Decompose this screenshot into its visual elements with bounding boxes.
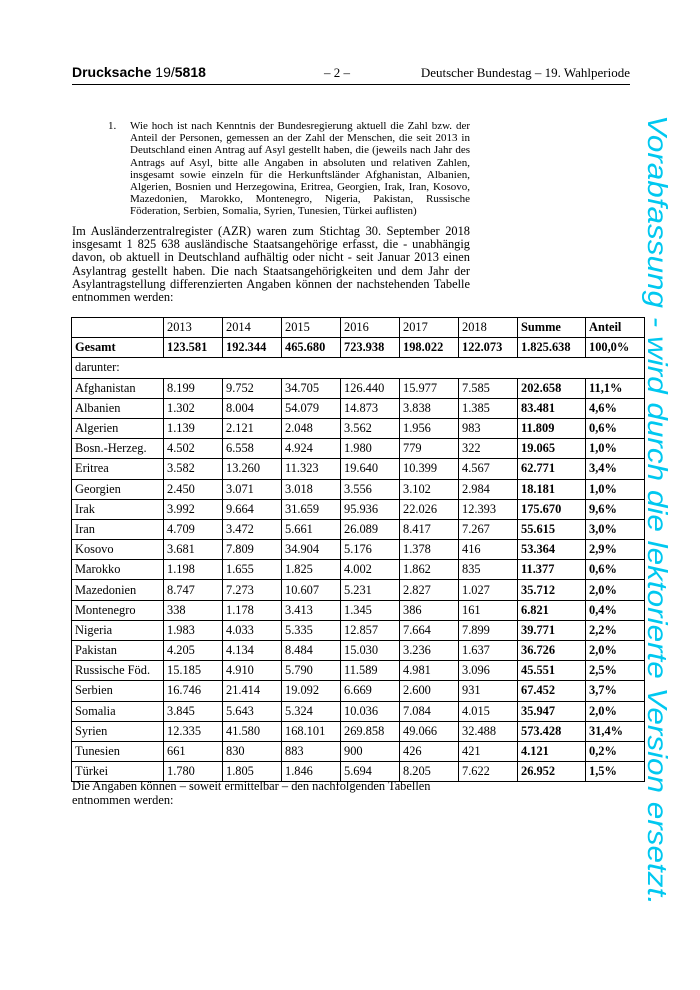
table-row-cell: 7.084	[400, 701, 459, 721]
table-row	[72, 398, 645, 418]
institution-label: Deutscher Bundestag – 19. Wahlperiode	[420, 65, 630, 80]
table-row-cell: 4.924	[282, 439, 341, 459]
table-row-cell: 2.450	[164, 479, 223, 499]
table-row	[72, 600, 645, 620]
table-row	[72, 439, 645, 459]
table-row-cell: Syrien	[72, 721, 164, 741]
total-row-cell: Gesamt	[72, 338, 164, 358]
table-row-cell: 15.977	[400, 378, 459, 398]
table-row-cell: 3.018	[282, 479, 341, 499]
table-row-cell: Algerien	[72, 418, 164, 438]
table-row-cell: Georgien	[72, 479, 164, 499]
table-row-cell: Nigeria	[72, 620, 164, 640]
table-row-cell: 5.324	[282, 701, 341, 721]
table-row-cell: Marokko	[72, 560, 164, 580]
table-row-cell: 5.643	[223, 701, 282, 721]
table-row-cell: 269.858	[341, 721, 400, 741]
table-row-cell: 9.664	[223, 499, 282, 519]
table-row-cell: 11.809	[518, 418, 586, 438]
answer-paragraph: Im Ausländerzentralregister (AZR) waren zum Stichtag 30. September 2018 insgesamt 1 825 638 ausländische Staatsangehörige erfasst, die - unabhängig davon, ob aktuell in Deutschland aufhältig oder nicht - seit Januar 2013 einen Asylantrag gestellt haben. Die nach Staatsangehörigkeiten und dem Jahr der Asylantragstellung differenzierten Angaben können der nachstehenden Tabelle entnommen werden:	[72, 224, 470, 305]
draft-watermark	[640, 110, 684, 910]
table-row-cell: 1.825	[282, 560, 341, 580]
table-row-cell: 8.004	[223, 398, 282, 418]
table-row-cell: 6.669	[341, 681, 400, 701]
table-row-cell: Mazedonien	[72, 580, 164, 600]
table-row-cell: 19.065	[518, 439, 586, 459]
document-number	[72, 64, 206, 80]
table-row-cell: 3.413	[282, 600, 341, 620]
table-row-cell: 49.066	[400, 721, 459, 741]
table-row-cell: Eritrea	[72, 459, 164, 479]
table-row-cell: 1,0%	[586, 479, 645, 499]
table-row-cell: 4.121	[518, 741, 586, 761]
table-row-cell: 1.378	[400, 540, 459, 560]
table-row-cell: 1.983	[164, 620, 223, 640]
table-row	[72, 641, 645, 661]
doc-label: Drucksache	[72, 64, 152, 80]
table-row-cell: 8.484	[282, 641, 341, 661]
table-row-cell: 26.952	[518, 762, 586, 782]
table-row-cell: Iran	[72, 519, 164, 539]
table-row-cell: 3.556	[341, 479, 400, 499]
table-row-cell: 4.567	[459, 459, 518, 479]
table-row-cell: 2,0%	[586, 580, 645, 600]
table-row-cell: 338	[164, 600, 223, 620]
header-row-cell: 2017	[400, 318, 459, 338]
table-row-cell: 7.899	[459, 620, 518, 640]
table-row-cell: Somalia	[72, 701, 164, 721]
table-row-cell: 7.622	[459, 762, 518, 782]
table-row-cell: 426	[400, 741, 459, 761]
table-row-cell: 830	[223, 741, 282, 761]
table-row-cell: 10.607	[282, 580, 341, 600]
table-row-cell: 18.181	[518, 479, 586, 499]
table-row-cell: 11.377	[518, 560, 586, 580]
table-row-cell: 983	[459, 418, 518, 438]
table-row-cell: 3.562	[341, 418, 400, 438]
table-row-cell: Russische Föd.	[72, 661, 164, 681]
table-row-cell: 5.790	[282, 661, 341, 681]
total-row-cell: 465.680	[282, 338, 341, 358]
table-row-cell: 19.640	[341, 459, 400, 479]
table-row	[72, 701, 645, 721]
table-row-cell: 34.904	[282, 540, 341, 560]
header-row-cell: 2013	[164, 318, 223, 338]
table-row-cell: 1.027	[459, 580, 518, 600]
table-row-cell: Irak	[72, 499, 164, 519]
page-header	[72, 64, 630, 82]
table-row-cell: 39.771	[518, 620, 586, 640]
table-row-cell: 3.236	[400, 641, 459, 661]
table-row-cell: 5.231	[341, 580, 400, 600]
table-row-cell: 1.780	[164, 762, 223, 782]
table-row-cell: 2,0%	[586, 641, 645, 661]
table-row-cell: 15.185	[164, 661, 223, 681]
table-row-cell: 35.947	[518, 701, 586, 721]
table-row-cell: 386	[400, 600, 459, 620]
table-row-cell: Bosn.-Herzeg.	[72, 439, 164, 459]
table-row	[72, 540, 645, 560]
table-row-cell: 26.089	[341, 519, 400, 539]
table-row-cell: 55.615	[518, 519, 586, 539]
subheader-row	[72, 358, 645, 378]
table-row-cell: 416	[459, 540, 518, 560]
table-row-cell: 3.096	[459, 661, 518, 681]
total-row-cell: 100,0%	[586, 338, 645, 358]
table-row-cell: 931	[459, 681, 518, 701]
table-row-cell: Tunesien	[72, 741, 164, 761]
table-row-cell: 4.981	[400, 661, 459, 681]
table-row-cell: 2.827	[400, 580, 459, 600]
table-row-cell: 3.102	[400, 479, 459, 499]
table-row-cell: 67.452	[518, 681, 586, 701]
table-row-cell: 31,4%	[586, 721, 645, 741]
table-row-cell: 95.936	[341, 499, 400, 519]
table-row	[72, 681, 645, 701]
table-row	[72, 741, 645, 761]
table-row-cell: 900	[341, 741, 400, 761]
table-row-cell: 7.664	[400, 620, 459, 640]
doc-number-prefix: 19/	[155, 64, 175, 80]
total-row-cell: 122.073	[459, 338, 518, 358]
table-row-cell: 14.873	[341, 398, 400, 418]
table-row-cell: 1.805	[223, 762, 282, 782]
table-row-cell: 1.345	[341, 600, 400, 620]
table-row-cell: 7.585	[459, 378, 518, 398]
table-row-cell: 2,5%	[586, 661, 645, 681]
total-row	[72, 338, 645, 358]
table-row-cell: 19.092	[282, 681, 341, 701]
table-row-cell: 1.980	[341, 439, 400, 459]
table-row-cell: 3.838	[400, 398, 459, 418]
table-row-cell: 22.026	[400, 499, 459, 519]
table-row-cell: Kosovo	[72, 540, 164, 560]
table-row-cell: 3,4%	[586, 459, 645, 479]
table-row-cell: 12.335	[164, 721, 223, 741]
table-row	[72, 519, 645, 539]
table-row-cell: 3.582	[164, 459, 223, 479]
question-number: 1.	[108, 120, 117, 132]
table-row-cell: 54.079	[282, 398, 341, 418]
table-row-cell: 16.746	[164, 681, 223, 701]
table-row	[72, 378, 645, 398]
table-row	[72, 459, 645, 479]
table-row-cell: 161	[459, 600, 518, 620]
table-row-cell: 7.273	[223, 580, 282, 600]
total-row-cell: 723.938	[341, 338, 400, 358]
table-row-cell: 1,0%	[586, 439, 645, 459]
header-row-cell	[72, 318, 164, 338]
table-row-cell: 2,2%	[586, 620, 645, 640]
question-block	[108, 120, 470, 218]
table-row-cell: 5.694	[341, 762, 400, 782]
table-row-cell: 34.705	[282, 378, 341, 398]
table-row-cell: 31.659	[282, 499, 341, 519]
table-row-cell: 1.846	[282, 762, 341, 782]
header-rule	[72, 84, 630, 85]
table-row-cell: 11.589	[341, 661, 400, 681]
subheader-cell: darunter:	[72, 358, 645, 378]
table-row-cell: 0,6%	[586, 418, 645, 438]
table-row-cell: 3.681	[164, 540, 223, 560]
table-row-cell: 5.335	[282, 620, 341, 640]
table-row-cell: Afghanistan	[72, 378, 164, 398]
question-text: Wie hoch ist nach Kenntnis der Bundesregierung aktuell die Zahl bzw. der Anteil der Personen, gemessen an der Zahl der Menschen, die seit 2013 in Deutschland einen Antrag auf Asyl gestellt haben, die (jeweils nach Jahr des Antrags auf Asyl, bitte alle Angaben in absoluten und relativen Zahlen, insgesamt sowie einzeln für die Herkunftsländer Afghanistan, Albanien, Algerien, Bosnien und Herzegowina, Eritrea, Georgien, Irak, Iran, Kosovo, Mazedonien, Marokko, Montenegro, Nigeria, Pakistan, Russische Föderation, Serbien, Somalia, Syrien, Tunesien, Türkei auflisten)	[130, 120, 470, 218]
table-row-cell: 4.002	[341, 560, 400, 580]
table-row-cell: 2.984	[459, 479, 518, 499]
table-row-cell: 9,6%	[586, 499, 645, 519]
total-row-cell: 123.581	[164, 338, 223, 358]
header-row-cell: 2014	[223, 318, 282, 338]
table-row-cell: 8.417	[400, 519, 459, 539]
table-row	[72, 560, 645, 580]
header-row-cell: 2018	[459, 318, 518, 338]
table-row-cell: 21.414	[223, 681, 282, 701]
table-row-cell: 12.857	[341, 620, 400, 640]
table-row-cell: 168.101	[282, 721, 341, 741]
table-row-cell: 4,6%	[586, 398, 645, 418]
table-row-cell: Albanien	[72, 398, 164, 418]
table-row-cell: 2,9%	[586, 540, 645, 560]
total-row-cell: 1.825.638	[518, 338, 586, 358]
table-row-cell: 45.551	[518, 661, 586, 681]
table-row-cell: 0,6%	[586, 560, 645, 580]
total-row-cell: 192.344	[223, 338, 282, 358]
footer-paragraph: Die Angaben können – soweit ermittelbar – den nachfolgenden Tabellen entnommen werden:	[72, 779, 431, 807]
table-row	[72, 418, 645, 438]
table-row	[72, 620, 645, 640]
watermark-svg	[640, 110, 684, 910]
table-row-cell: 202.658	[518, 378, 586, 398]
table-row-cell: Montenegro	[72, 600, 164, 620]
table-row-cell: 32.488	[459, 721, 518, 741]
table-row-cell: 9.752	[223, 378, 282, 398]
table-row-cell: 6.558	[223, 439, 282, 459]
table-row-cell: 2,0%	[586, 701, 645, 721]
table-row	[72, 721, 645, 741]
table-row	[72, 580, 645, 600]
table-row-cell: 3.992	[164, 499, 223, 519]
doc-number-bold: 5818	[174, 64, 206, 80]
table-row-cell: 8.747	[164, 580, 223, 600]
table-row-cell: 883	[282, 741, 341, 761]
header-row	[72, 318, 645, 338]
table-row-cell: 0,2%	[586, 741, 645, 761]
table-row-cell: 1.385	[459, 398, 518, 418]
table-row-cell: 62.771	[518, 459, 586, 479]
table-row	[72, 479, 645, 499]
table-row-cell: 4.033	[223, 620, 282, 640]
table-row-cell: 4.134	[223, 641, 282, 661]
table-row-cell: Pakistan	[72, 641, 164, 661]
table-row-cell: 8.205	[400, 762, 459, 782]
table-row-cell: 2.600	[400, 681, 459, 701]
table-row-cell: 1.862	[400, 560, 459, 580]
table-row-cell: 0,4%	[586, 600, 645, 620]
header-row-cell: 2015	[282, 318, 341, 338]
table-row-cell: 1.637	[459, 641, 518, 661]
table-row-cell: 4.709	[164, 519, 223, 539]
table-row-cell: 126.440	[341, 378, 400, 398]
table-row-cell: 3.071	[223, 479, 282, 499]
table-row-cell: Türkei	[72, 762, 164, 782]
table-row-cell: 3.845	[164, 701, 223, 721]
table-row-cell: 1.302	[164, 398, 223, 418]
table-row-cell: 5.176	[341, 540, 400, 560]
table-row-cell: 4.015	[459, 701, 518, 721]
header-row-cell: Anteil	[586, 318, 645, 338]
table-row-cell: 36.726	[518, 641, 586, 661]
table-row-cell: 83.481	[518, 398, 586, 418]
table-row	[72, 499, 645, 519]
table-row-cell: 2.121	[223, 418, 282, 438]
asylum-table	[71, 317, 645, 782]
table-row-cell: 15.030	[341, 641, 400, 661]
watermark-text: Vorabfassung - wird durch die lektorierte Version ersetzt.	[642, 115, 673, 806]
table-row-cell: 835	[459, 560, 518, 580]
table-row-cell: 573.428	[518, 721, 586, 741]
table-row-cell: 4.205	[164, 641, 223, 661]
table-row-cell: 4.502	[164, 439, 223, 459]
table-row-cell: 1.198	[164, 560, 223, 580]
table-row-cell: 53.364	[518, 540, 586, 560]
header-row-cell: Summe	[518, 318, 586, 338]
table-row-cell: 779	[400, 439, 459, 459]
table-row-cell: 11.323	[282, 459, 341, 479]
table-row-cell: 11,1%	[586, 378, 645, 398]
table-row-cell: 3.472	[223, 519, 282, 539]
table-row-cell: 1.655	[223, 560, 282, 580]
table-row-cell: 661	[164, 741, 223, 761]
table-row-cell: 5.661	[282, 519, 341, 539]
table-row-cell: 2.048	[282, 418, 341, 438]
total-row-cell: 198.022	[400, 338, 459, 358]
table-row-cell: 1.178	[223, 600, 282, 620]
table-row-cell: 175.670	[518, 499, 586, 519]
table-row-cell: 10.399	[400, 459, 459, 479]
table-row-cell: 8.199	[164, 378, 223, 398]
table-row-cell: 12.393	[459, 499, 518, 519]
table-row-cell: 13.260	[223, 459, 282, 479]
table-row	[72, 661, 645, 681]
table-row-cell: 1.139	[164, 418, 223, 438]
table-row-cell: 4.910	[223, 661, 282, 681]
table-row-cell: 41.580	[223, 721, 282, 741]
page-number: – 2 –	[324, 65, 350, 80]
table-row-cell: 35.712	[518, 580, 586, 600]
table-row-cell: 7.267	[459, 519, 518, 539]
table-row-cell: 1,5%	[586, 762, 645, 782]
table-row-cell: Serbien	[72, 681, 164, 701]
table-row-cell: 10.036	[341, 701, 400, 721]
header-row-cell: 2016	[341, 318, 400, 338]
table-row-cell: 3,7%	[586, 681, 645, 701]
table-row-cell: 421	[459, 741, 518, 761]
table-row-cell: 1.956	[400, 418, 459, 438]
table-row-cell: 7.809	[223, 540, 282, 560]
table-row-cell: 6.821	[518, 600, 586, 620]
table-row-cell: 322	[459, 439, 518, 459]
table-row-cell: 3,0%	[586, 519, 645, 539]
